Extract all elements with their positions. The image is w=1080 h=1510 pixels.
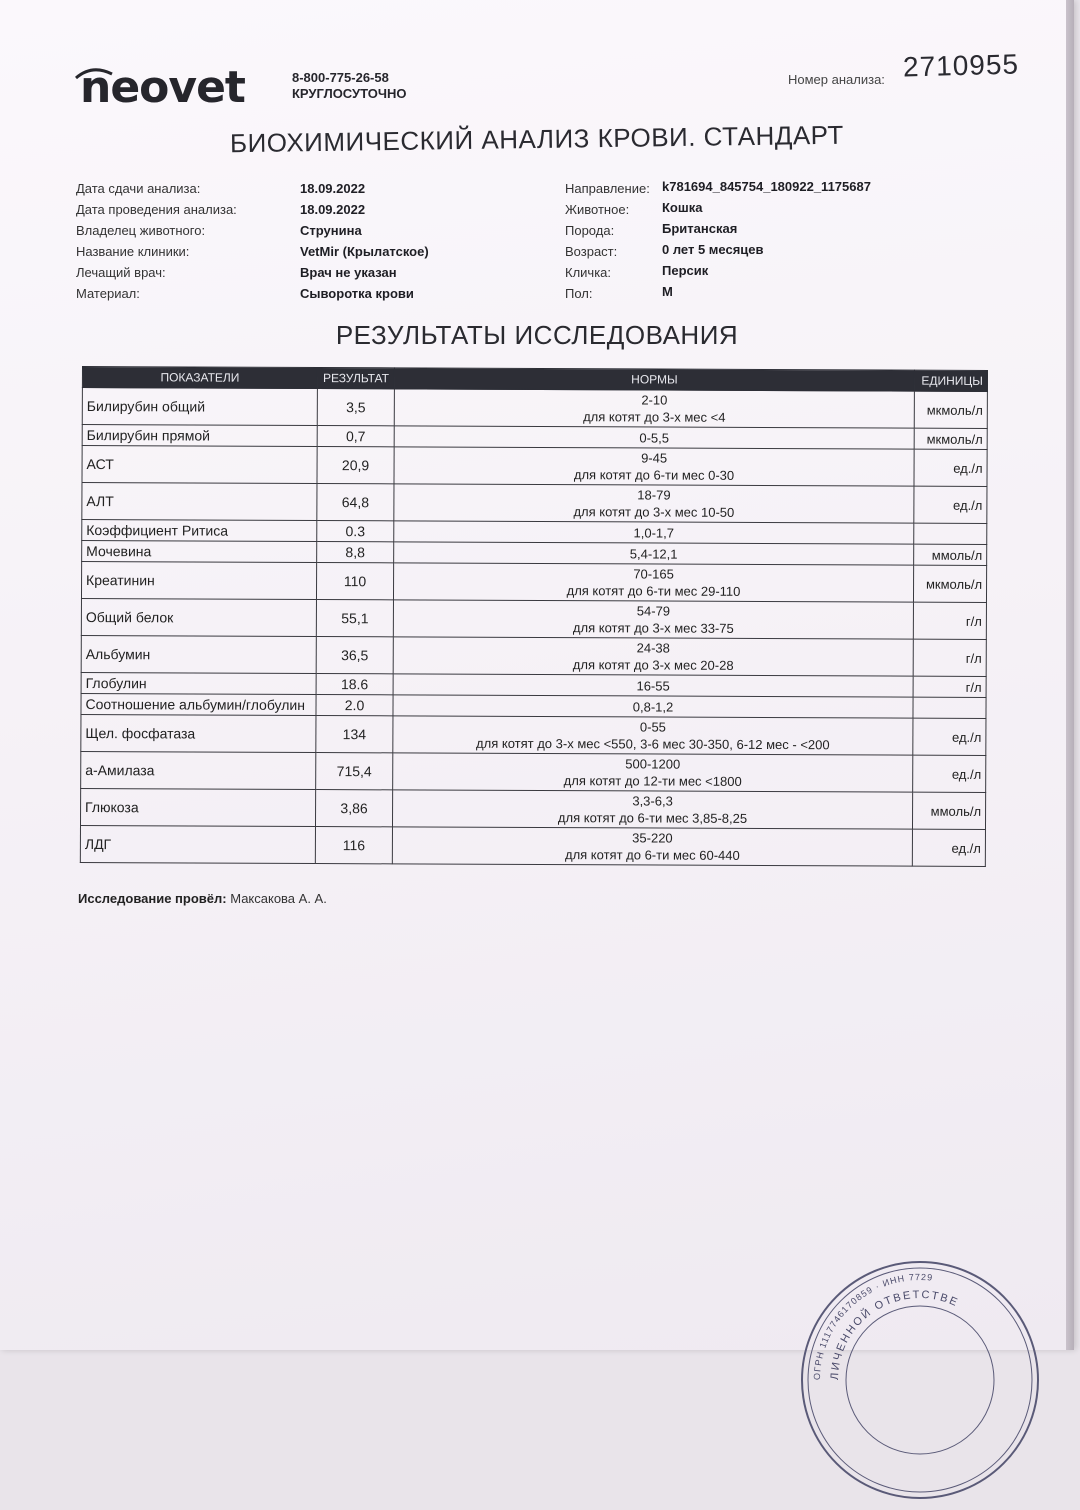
unit: мкмоль/л xyxy=(914,391,987,428)
norm-adult: 1,0-1,7 xyxy=(633,524,675,541)
unit: ммоль/л xyxy=(914,544,987,565)
table-row xyxy=(81,635,986,676)
header-indicators: ПОКАЗАТЕЛИ xyxy=(82,367,317,389)
indicator-name: Билирубин общий xyxy=(82,388,317,426)
norm-adult: 0-55 xyxy=(639,719,666,735)
info-right-values xyxy=(662,176,871,302)
norm-kitten: для котят до 6-ти мес 0-30 xyxy=(573,467,735,483)
norm-kitten: для котят до 3-х мес <4 xyxy=(583,409,726,425)
reference-range xyxy=(394,447,914,486)
norm-kitten: для котят до 12-ти мес <1800 xyxy=(563,773,742,789)
performed-by-name: Максакова А. А. xyxy=(230,891,327,906)
indicator-name: АСТ xyxy=(82,446,317,484)
info-value: Сыворотка крови xyxy=(300,286,414,301)
norm-kitten: для котят до 6-ти мес 29-110 xyxy=(566,583,741,599)
performed-by-label: Исследование провёл: xyxy=(78,891,227,906)
norm-kitten: для котят до 3-х мес 33-75 xyxy=(572,620,734,636)
stamp-text-outer: ОГРН 1117746170859 · ИНН 7729 xyxy=(811,1271,934,1381)
indicator-name: Креатинин xyxy=(81,562,316,600)
info-value: Персик xyxy=(662,263,709,278)
reference-range xyxy=(394,542,914,565)
info-value: Струнина xyxy=(300,223,362,238)
working-hours: КРУГЛОСУТОЧНО xyxy=(292,86,407,101)
indicator-name: Глобулин xyxy=(81,672,316,694)
info-value: Кошка xyxy=(662,200,703,215)
unit xyxy=(913,697,986,718)
norm-adult: 9-45 xyxy=(641,450,668,466)
result-value: 110 xyxy=(316,563,393,600)
table-row xyxy=(80,825,985,866)
table-row xyxy=(81,714,986,755)
header-result: РЕЗУЛЬТАТ xyxy=(317,368,394,389)
info-label: Владелец животного: xyxy=(76,223,206,238)
norm-adult: 16-55 xyxy=(636,677,670,694)
indicator-name: Альбумин xyxy=(81,635,316,673)
unit: г/л xyxy=(913,602,986,639)
result-value: 2.0 xyxy=(316,695,393,716)
unit: мкмоль/л xyxy=(913,565,986,602)
norm-adult: 18-79 xyxy=(637,487,671,503)
info-value: М xyxy=(662,284,673,299)
info-label: Дата сдачи анализа: xyxy=(76,181,201,196)
performed-by xyxy=(78,891,327,906)
info-label: Дата проведения анализа: xyxy=(76,202,237,217)
table-row xyxy=(81,751,986,792)
info-left-labels xyxy=(76,178,237,304)
norm-kitten: для котят до 6-ти мес 3,85-8,25 xyxy=(557,810,748,826)
norm-kitten: для котят до 6-ти мес 60-440 xyxy=(564,847,740,863)
info-label: Направление: xyxy=(565,181,650,196)
info-label: Пол: xyxy=(565,286,593,301)
table-body xyxy=(80,388,987,867)
logo-swoosh-icon xyxy=(74,66,114,80)
svg-text:ОГРН 1117746170859 · ИНН 7729 xyxy=(812,1272,934,1380)
info-right-labels xyxy=(565,178,650,304)
indicator-name: Глюкоза xyxy=(80,788,315,826)
table-row xyxy=(82,388,987,429)
info-label: Материал: xyxy=(76,286,140,301)
norm-kitten: для котят до 3-х мес <550, 3-6 мес 30-350, 6-12 мес - <200 xyxy=(476,735,830,753)
reference-range xyxy=(392,790,912,829)
clinic-stamp xyxy=(790,1250,1050,1510)
analysis-number-label: Номер анализа: xyxy=(788,72,885,87)
info-value: Британская xyxy=(662,221,738,236)
document-title xyxy=(0,119,1074,159)
norm-adult: 54-79 xyxy=(636,603,671,619)
result-value: 3,5 xyxy=(317,389,394,426)
indicator-name: Соотношение альбумин/глобулин xyxy=(81,693,316,715)
unit: ед./л xyxy=(913,718,986,755)
norm-adult: 35-220 xyxy=(632,830,673,846)
reference-range xyxy=(392,827,912,866)
unit: ед./л xyxy=(914,486,987,523)
result-value: 134 xyxy=(316,716,393,753)
result-value: 64,8 xyxy=(317,484,394,521)
indicator-name: а-Амилаза xyxy=(81,751,316,789)
result-value: 116 xyxy=(315,827,392,864)
norm-adult: 500-1200 xyxy=(625,756,681,772)
info-value: k781694_845754_180922_1175687 xyxy=(662,179,871,194)
reference-range xyxy=(393,600,913,639)
info-label: Животное: xyxy=(565,202,630,217)
unit: мкмоль/л xyxy=(914,428,987,449)
result-value: 715,4 xyxy=(316,753,393,790)
info-label: Название клиники: xyxy=(76,244,190,259)
table-row xyxy=(82,483,987,524)
result-value: 36,5 xyxy=(316,637,393,674)
reference-range xyxy=(393,716,913,755)
result-value: 8,8 xyxy=(317,542,394,563)
document-title-text: БИОХИМИЧЕСКИЙ АНАЛИЗ КРОВИ. СТАНДАРТ xyxy=(229,119,845,159)
result-value: 0.3 xyxy=(317,521,394,542)
reference-range xyxy=(393,637,913,676)
unit xyxy=(914,523,987,544)
reference-range xyxy=(394,426,914,449)
info-label: Кличка: xyxy=(565,265,612,280)
result-value: 0,7 xyxy=(317,426,394,447)
table-row xyxy=(80,788,985,829)
unit: ед./л xyxy=(912,829,985,866)
indicator-name: Мочевина xyxy=(82,541,317,563)
reference-range xyxy=(393,563,913,602)
info-value: 18.09.2022 xyxy=(300,202,366,217)
info-value: 18.09.2022 xyxy=(300,181,366,196)
info-label: Лечащий врач: xyxy=(76,265,166,280)
norm-adult: 5,4-12,1 xyxy=(629,545,678,562)
neovet-logo xyxy=(80,62,245,113)
reference-range xyxy=(394,521,914,544)
result-value: 55,1 xyxy=(316,600,393,637)
stamp-text-inner: ЛИЧЕННОЙ ОТВЕТСТВЕ xyxy=(828,1288,961,1381)
results-title: РЕЗУЛЬТАТЫ ИССЛЕДОВАНИЯ xyxy=(335,320,739,350)
unit: ед./л xyxy=(914,449,987,486)
norm-adult: 0-5,5 xyxy=(639,429,670,446)
unit: г/л xyxy=(913,639,986,676)
norm-adult: 0,8-1,2 xyxy=(632,698,674,715)
indicator-name: АЛТ xyxy=(82,483,317,521)
result-value: 3,86 xyxy=(315,790,392,827)
result-value: 18.6 xyxy=(316,674,393,695)
unit: ммоль/л xyxy=(912,792,985,829)
norm-kitten: для котят до 3-х мес 10-50 xyxy=(573,504,735,520)
indicator-name: Щел. фосфатаза xyxy=(81,714,316,752)
info-left-values xyxy=(300,178,429,304)
logo-text: neovet xyxy=(80,62,245,113)
unit: г/л xyxy=(913,676,986,697)
reference-range xyxy=(393,695,913,718)
header-units: ЕДИНИЦЫ xyxy=(914,370,987,391)
table-row xyxy=(81,562,986,603)
indicator-name: Билирубин прямой xyxy=(82,425,317,447)
analysis-number: 2710955 xyxy=(902,48,1020,83)
contact-block xyxy=(292,70,406,102)
header-norms: НОРМЫ xyxy=(394,368,914,391)
result-value: 20,9 xyxy=(317,447,394,484)
table-row xyxy=(82,446,987,487)
info-value: Врач не указан xyxy=(300,265,397,280)
results-table xyxy=(80,366,988,867)
info-label: Возраст: xyxy=(565,244,618,259)
indicator-name: Коэффициент Ритиса xyxy=(82,520,317,542)
info-value: 0 лет 5 месяцев xyxy=(662,242,764,257)
table-row xyxy=(81,598,986,639)
info-value: VetMir (Крылатское) xyxy=(300,244,429,259)
page-edge xyxy=(1066,0,1074,1350)
norm-adult: 3,3-6,3 xyxy=(632,793,673,809)
phone-number: 8-800-775-26-58 xyxy=(292,70,389,85)
indicator-name: Общий белок xyxy=(81,598,316,636)
reference-range xyxy=(394,484,914,523)
indicator-name: ЛДГ xyxy=(80,825,315,863)
reference-range xyxy=(393,753,913,792)
info-label: Порода: xyxy=(565,223,615,238)
reference-range xyxy=(393,674,913,697)
norm-kitten: для котят до 3-х мес 20-28 xyxy=(572,657,734,673)
reference-range xyxy=(394,389,914,428)
norm-adult: 70-165 xyxy=(633,566,674,582)
norm-adult: 2-10 xyxy=(641,392,668,408)
norm-adult: 24-38 xyxy=(636,640,670,656)
unit: ед./л xyxy=(913,755,986,792)
